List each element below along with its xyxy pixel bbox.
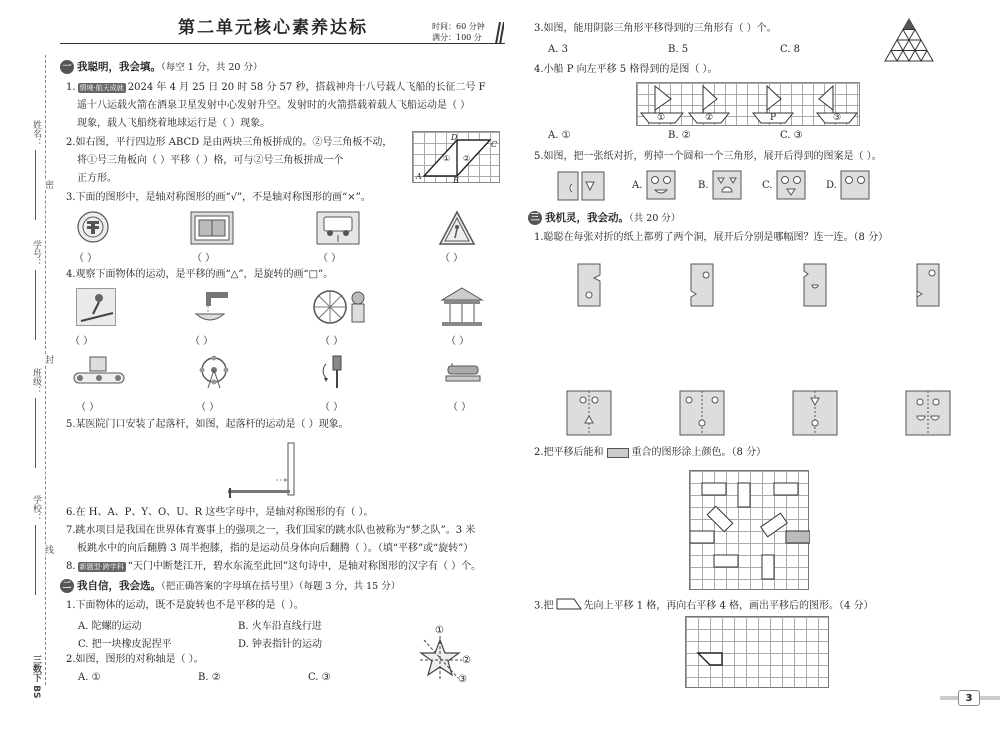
folded-paper-1	[577, 263, 601, 307]
situation-tag: 情境·航天成就	[79, 83, 124, 92]
s2-q3-option-b[interactable]: B. 5	[668, 44, 689, 55]
trapezoid-shape-icon	[556, 598, 582, 614]
faucet-picture	[190, 290, 230, 326]
s2-q1-option-c[interactable]: C. 把一块橡皮泥捏平	[78, 639, 172, 650]
star-symmetry-figure: ① ② ③	[418, 630, 478, 686]
book-label: 三数下 BS	[31, 655, 41, 699]
name-label: 姓名：	[31, 120, 41, 147]
s1-q6-text: 6.在 H、A、P、Y、O、U、R 这些字母中，是轴对称图形的有（ ）。	[66, 507, 374, 518]
school-label: 学校：	[31, 495, 41, 522]
screwdriver-picture	[322, 354, 352, 392]
translation-grid-figure	[685, 616, 829, 688]
s1-q7-line2: 板跳水中的向后翻腾 3 周半抱膝，指的是运动员身体向后翻腾（ ）。（填“平移”或“旋转”）	[77, 543, 474, 554]
s2-q5-option-a[interactable]: A.	[632, 180, 643, 191]
boat-grid-figure: ① ② P ③	[636, 82, 860, 126]
s2-q4-option-c[interactable]: C. ③	[780, 130, 803, 141]
s2-q2-option-a[interactable]: A. ①	[78, 672, 101, 683]
s2-q5-text: 5.如图，把一张纸对折，剪掉一个圆和一个三角形，展开后得到的图案是（ ）。	[534, 151, 882, 162]
s2-q1-option-b[interactable]: B. 火车沿直线行进	[238, 621, 322, 632]
s2-q2-text: 2.如图，图形的对称轴是（ ）。	[66, 654, 204, 665]
conveyor-picture	[72, 355, 126, 389]
target-rect-icon	[607, 448, 629, 458]
s2-q1-option-a[interactable]: A. 陀螺的运动	[78, 621, 142, 632]
s2-q4-text: 4.小船 P 向左平移 5 格得到的是图（ ）。	[534, 64, 718, 75]
class-label: 班级：	[31, 368, 41, 395]
score-label: 满分：100 分	[432, 33, 482, 42]
s2-q3-option-a[interactable]: A. 3	[548, 44, 568, 55]
option-c-pattern	[776, 170, 806, 200]
triangle-grid-figure	[884, 18, 934, 62]
unfolded-pattern-4	[905, 390, 951, 436]
s1-q5-text: 5.某医院门口安装了起落杆，如图，起落杆的运动是（ ）现象。	[66, 419, 349, 430]
folded-paper-3	[803, 263, 827, 307]
page-title: 第二单元核心素养达标	[178, 18, 368, 38]
unfolded-pattern-3	[792, 390, 838, 436]
s2-q2-option-b[interactable]: B. ②	[198, 672, 221, 683]
s1-q3-blank-4[interactable]: （ ）	[440, 253, 464, 264]
ferris-wheel-picture	[196, 355, 232, 389]
s1-q2-line3: 正方形。	[77, 173, 117, 184]
s2-q5-option-c[interactable]: C.	[762, 180, 773, 191]
s2-q2-option-c[interactable]: C. ③	[308, 672, 331, 683]
seal-char-3: 线	[43, 545, 53, 554]
s2-q5-option-d[interactable]: D.	[826, 180, 837, 191]
section2-title: 我自信，我会选。	[77, 580, 161, 592]
s3-q3-text: 3.把 先向上平移 1 格，再向右平移 4 格，画出平移后的图形。（4 分）	[534, 598, 874, 614]
section2-badge: 二	[60, 579, 74, 593]
section3-title: 我机灵，我会动。	[545, 212, 629, 224]
s1-q4-blank-1[interactable]: （ ）	[70, 336, 94, 347]
s1-q4-blank-3[interactable]: （ ）	[320, 336, 344, 347]
seal-char-2: 封	[43, 355, 53, 364]
section3-heading	[528, 211, 680, 225]
section2-heading	[60, 579, 400, 593]
s1-q7-line1: 7.跳水项目是我国在世界体育赛事上的强项之一，我们国家的跳水队也被称为“梦之队”。3 米	[66, 525, 476, 536]
wheel-girl-picture	[312, 286, 372, 328]
s1-q4-blank-8[interactable]: （ ）	[448, 402, 472, 413]
seal-char-1: 密	[43, 180, 53, 189]
s1-q3-blank-2[interactable]: （ ）	[192, 253, 216, 264]
s1-q4-text: 4.观察下面物体的运动，是平移的画“△”，是旋转的画“□”。	[66, 269, 334, 280]
folded-paper-4	[916, 263, 940, 307]
s2-q1-text: 1.下面物体的运动，既不是旋转也不是平移的是（ ）。	[66, 600, 304, 611]
binding-margin	[0, 0, 53, 735]
s1-q3-blank-3[interactable]: （ ）	[318, 253, 342, 264]
s1-q1-line2: 遥十八运载火箭在酒泉卫星发射中心发射升空。发射时的火箭搭载着载人飞船运动是（ ）	[77, 100, 471, 111]
stapler-picture	[444, 360, 484, 388]
s1-q4-blank-6[interactable]: （ ）	[196, 402, 220, 413]
section3-badge: 三	[528, 211, 542, 225]
s1-q3-text: 3.下面的图形中，是轴对称图形的画“√”，不是轴对称图形的画“×”。	[66, 192, 371, 203]
carousel-picture	[440, 286, 484, 328]
s1-q4-blank-7[interactable]: （ ）	[320, 402, 344, 413]
s1-q4-blank-5[interactable]: （ ）	[76, 402, 100, 413]
s1-q1-line1: 1. 情境·航天成就 2024 年 4 月 25 日 20 时 58 分 57 秒，搭载神舟十八号载人飞船的长征二号 F	[66, 82, 486, 93]
s2-q3-option-c[interactable]: C. 8	[780, 44, 801, 55]
s1-q8-text: 8. 新题型·跨学科 “天门中断楚江开，碧水东流至此回”这句诗中，是轴对称图形的汉字有（ ）个。	[66, 561, 482, 572]
skier-picture	[76, 288, 116, 326]
section1-note: （每空 1 分，共 20 分）	[161, 62, 263, 73]
s1-q3-blank-1[interactable]: （ ）	[74, 253, 98, 264]
s1-q2-line2: 将①号三角板向（ ）平移（ ）格，可与②号三角板拼成一个	[77, 155, 344, 166]
parallelogram-grid-figure: A B C D ① ②	[412, 131, 500, 183]
pattern-tile-icon	[190, 211, 234, 245]
s2-q5-option-b[interactable]: B.	[698, 180, 709, 191]
s1-q1-line3: 现象，载人飞船绕着地球运行是（ ）现象。	[77, 118, 271, 129]
time-label: 时间：60 分钟	[432, 22, 485, 31]
option-d-pattern	[840, 170, 870, 200]
s1-q4-blank-4[interactable]: （ ）	[446, 336, 470, 347]
section1-heading	[60, 60, 262, 74]
header-slash-icon	[494, 22, 504, 44]
shapes-grid-figure	[689, 470, 809, 590]
unfolded-pattern-1	[566, 390, 612, 436]
page-number: 3	[958, 690, 980, 706]
s3-q1-text: 1.聪聪在每张对折的纸上都剪了两个洞，展开后分别是哪幅图？连一连。（8 分）	[534, 232, 889, 243]
s2-q4-option-a[interactable]: A. ①	[548, 130, 571, 141]
student-id-label: 学号：	[31, 240, 41, 267]
section2-note: （把正确答案的字母填在括号里）（每题 3 分，共 15 分）	[161, 581, 401, 592]
option-b-pattern	[712, 170, 742, 200]
folded-paper-figure	[556, 170, 606, 202]
s2-q1-option-d[interactable]: D. 钟表指针的运动	[238, 639, 323, 650]
option-a-pattern	[646, 170, 676, 200]
s1-q2-line1: 2.如右图，平行四边形 ABCD 是由两块三角板拼成的。②号三角板不动，	[66, 137, 393, 148]
unfolded-pattern-2	[679, 390, 725, 436]
bus-sign-icon	[316, 211, 360, 245]
section1-title: 我聪明，我会填。	[77, 61, 161, 73]
header-rule	[60, 43, 505, 44]
s2-q4-option-b[interactable]: B. ②	[668, 130, 691, 141]
s2-q3-text: 3.如图，能用阴影三角形平移得到的三角形有（ ）个。	[534, 23, 777, 34]
barrier-gate-figure	[222, 440, 312, 500]
new-type-tag: 新题型·跨学科	[79, 562, 124, 571]
s3-q2-text: 2.把平移后能和 重合的图形涂上颜色。（8 分）	[534, 447, 767, 458]
coin-logo-icon	[76, 210, 110, 244]
warning-sign-icon	[438, 210, 476, 246]
s1-q4-blank-2[interactable]: （ ）	[190, 336, 214, 347]
section1-badge: 一	[60, 60, 74, 74]
section3-note: （共 20 分）	[629, 213, 681, 224]
folded-paper-2	[690, 263, 714, 307]
